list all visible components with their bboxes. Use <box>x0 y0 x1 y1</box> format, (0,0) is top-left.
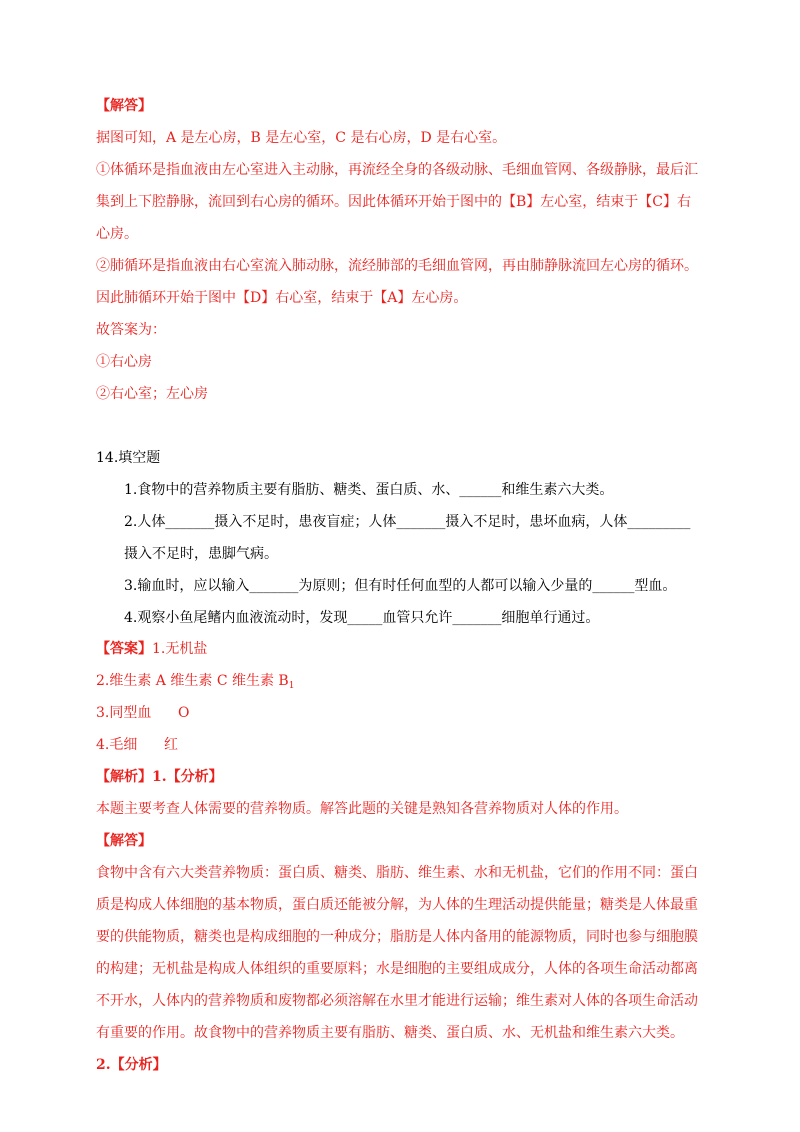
analysis-text: 本题主要考查人体需要的营养物质。解答此题的关键是熟知各营养物质对人体的作用。 <box>96 801 628 817</box>
question-item: 4.观察小鱼尾鳍内血液流动时，发现_____血管只允许_______细胞单行通过。 <box>124 610 600 626</box>
analysis-subheading: 2.【分析】 <box>96 1057 167 1073</box>
subscript: 1 <box>288 681 295 691</box>
answer-item: 3.同型血 O <box>96 705 190 721</box>
answer-item: ②右心室；左心房 <box>96 386 208 402</box>
solution-text-line: ①体循环是指血液由左心室进入主动脉，再流经全身的各级动脉、毛细血管网、各级静脉，最后汇 <box>96 162 698 178</box>
question-item: 2.人体_______摄入不足时，患夜盲症；人体_______摄入不足时，患坏血病，人体_________ <box>124 514 691 530</box>
solution-text-line: 据图可知，A 是左心房，B 是左心室，C 是右心房，D 是右心室。 <box>96 130 507 146</box>
question-title: 14.填空题 <box>96 450 161 466</box>
solution-text-line: 有重要的作用。故食物中的营养物质主要有脂肪、糖类、蛋白质、水、无机盐和维生素六大类。 <box>96 1025 684 1041</box>
solution-heading: 【解答】 <box>96 833 152 849</box>
solution-text-line: 心房。 <box>96 226 138 242</box>
solution-text-line: 因此肺循环开始于图中【D】右心室，结束于【A】左心房。 <box>96 290 468 306</box>
solution-text-line: 集到上下腔静脉，流回到右心房的循环。因此体循环开始于图中的【B】左心室，结束于【C】右 <box>96 194 691 210</box>
answer-label: 故答案为： <box>96 322 166 338</box>
analysis-subheading: 1.【分析】 <box>152 769 223 785</box>
answer-item: 2.维生素 A 维生素 C 维生素 B <box>96 673 289 689</box>
answer-line <box>96 671 294 696</box>
question-item-continued: 摄入不足时，患脚气病。 <box>124 546 278 562</box>
answer-item: ①右心房 <box>96 354 152 370</box>
answer-item: 4.毛细 红 <box>96 737 179 753</box>
solution-text-line: 的构建；无机盐是构成人体组织的重要原料；水是细胞的主要组成成分，人体的各项生命活动都离 <box>96 961 698 977</box>
solution-text-line: ②肺循环是指血液由右心室流入肺动脉，流经肺部的毛细血管网，再由肺静脉流回左心房的循环。 <box>96 258 698 274</box>
solution-text-line: 不开水，人体内的营养物质和废物都必须溶解在水里才能进行运输；维生素对人体的各项生命活动 <box>96 993 698 1009</box>
question-item: 3.输血时，应以输入_______为原则；但有时任何血型的人都可以输入少量的______型血。 <box>124 578 677 594</box>
analysis-line <box>96 767 223 787</box>
solution-text-line: 要的供能物质，糖类也是构成细胞的一种成分；脂肪是人体内备用的能源物质，同时也参与细胞膜 <box>96 929 698 945</box>
answer-item: 1.无机盐 <box>152 641 208 657</box>
analysis-heading: 【解析】 <box>96 769 152 785</box>
solution-text-line: 食物中含有六大类营养物质：蛋白质、糖类、脂肪、维生素、水和无机盐，它们的作用不同：蛋白 <box>96 865 698 881</box>
answer-line <box>96 639 207 659</box>
solution-text-line: 质是构成人体细胞的基本物质，蛋白质还能被分解，为人体的生理活动提供能量；糖类是人体最重 <box>96 897 698 913</box>
question-item: 1.食物中的营养物质主要有脂肪、糖类、蛋白质、水、______和维生素六大类。 <box>124 482 614 498</box>
solution-heading: 【解答】 <box>96 98 152 114</box>
answer-heading: 【答案】 <box>96 641 152 657</box>
